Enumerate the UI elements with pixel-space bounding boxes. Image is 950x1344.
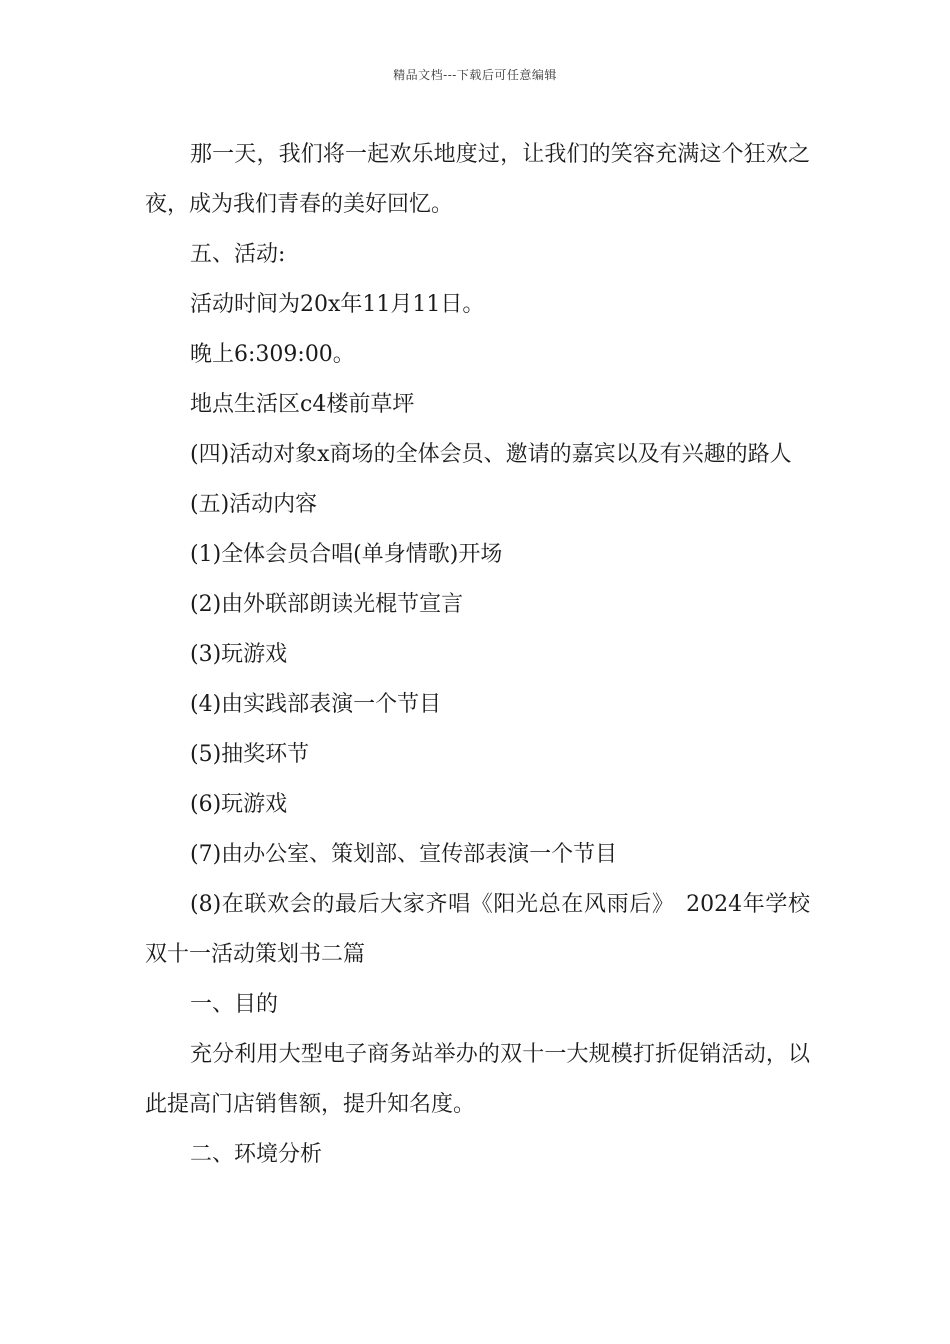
section-heading: (五)活动内容 xyxy=(190,492,318,517)
paragraph: 充分利用大型电子商务站举办的双十一大规模打折促销活动，以此提高门店销售额，提升知名度。 xyxy=(145,1042,810,1117)
list-item: (1)全体会员合唱(单身情歌)开场 xyxy=(190,542,503,567)
section-heading: 二、环境分析 xyxy=(190,1142,323,1167)
list-item: (5)抽奖环节 xyxy=(190,742,310,767)
list-item: (2)由外联部朗读光棍节宣言 xyxy=(190,592,464,617)
page-header: 精品文档---下载后可任意编辑 xyxy=(393,68,557,82)
list-item: (8)在联欢会的最后大家齐唱《阳光总在风雨后》 2024年学校双十一活动策划书二篇 xyxy=(145,892,810,967)
paragraph: (四)活动对象x商场的全体会员、邀请的嘉宾以及有兴趣的路人 xyxy=(190,442,792,467)
list-item: (4)由实践部表演一个节目 xyxy=(190,692,442,717)
section-heading: 一、目的 xyxy=(190,992,279,1017)
list-item: (6)玩游戏 xyxy=(190,792,288,817)
list-item: (3)玩游戏 xyxy=(190,642,288,667)
paragraph: 那一天，我们将一起欢乐地度过，让我们的笑容充满这个狂欢之夜，成为我们青春的美好回忆。 xyxy=(145,142,810,217)
paragraph: 地点生活区c4楼前草坪 xyxy=(190,392,415,417)
document-body xyxy=(145,130,810,1180)
paragraph: 晚上6:309:00。 xyxy=(190,342,355,367)
section-heading: 五、活动: xyxy=(190,242,286,267)
paragraph: 活动时间为20x年11月11日。 xyxy=(190,292,485,317)
list-item: (7)由办公室、策划部、宣传部表演一个节目 xyxy=(190,842,618,867)
